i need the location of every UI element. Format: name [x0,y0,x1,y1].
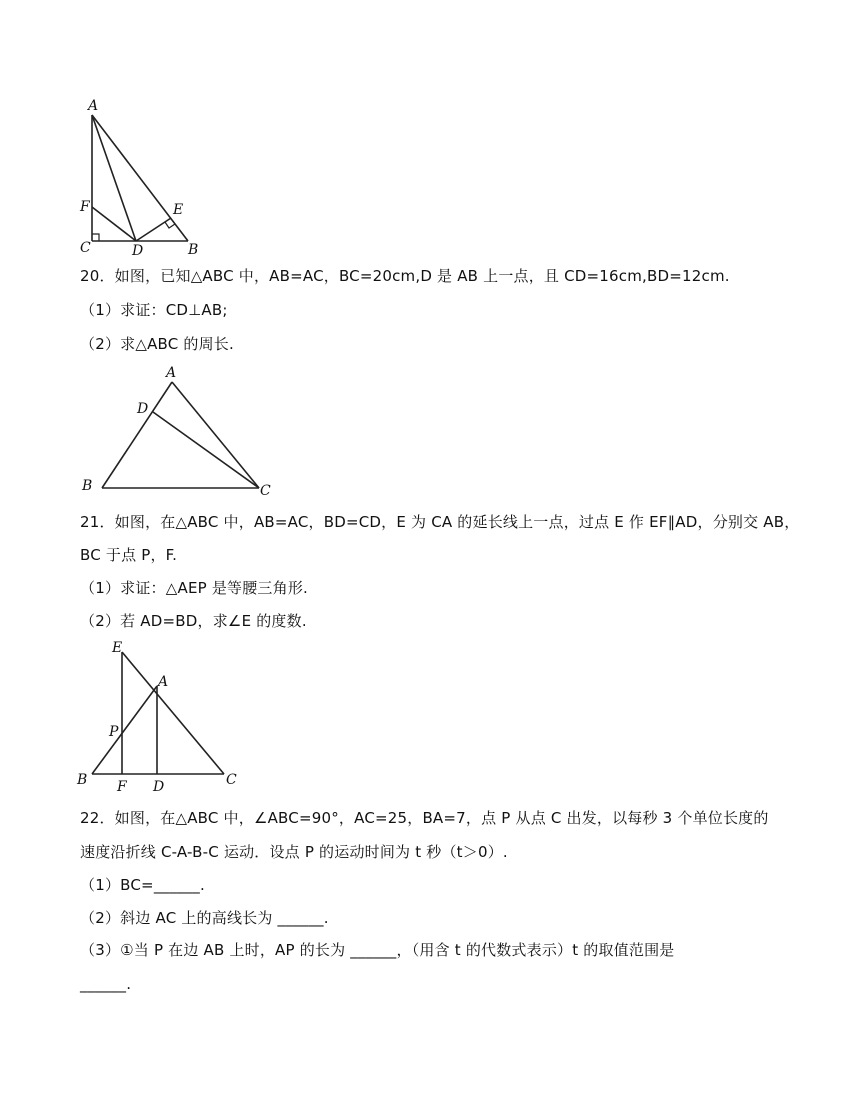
label-A: A [158,674,169,690]
segment-AB [92,115,188,241]
problem-22-stem-line-1: 22．如图，在△ABC 中，∠ABC=90°，AC=25，BA=7，点 P 从点 C 出发，以每秒 3 个单位长度的 [80,809,769,827]
label-F: F [80,199,90,215]
problem-20-part-1: （1）求证：CD⊥AB; [80,301,228,319]
label-B: B [82,478,93,494]
segment-AB [102,382,172,488]
figure-20-triangle [75,362,285,502]
label-D: D [153,779,165,795]
problem-21-stem-line-2: BC 于点 P，F. [80,546,178,564]
segment-AD [92,115,136,241]
problem-20-part-2: （2）求△ABC 的周长. [80,335,234,353]
label-E: E [112,640,123,656]
figure-21-triangle [75,635,255,795]
label-A: A [166,365,177,381]
problem-22-part-3-line-2: ______. [80,975,132,993]
segment-AB [92,686,157,774]
label-A: A [88,98,99,114]
problem-22-part-1: （1）BC=______. [80,876,205,894]
problem-21-part-2: （2）若 AD=BD，求∠E 的度数. [80,612,307,630]
problem-22-part-2: （2）斜边 AC 上的高线长为 ______. [80,909,329,927]
label-D: D [137,401,149,417]
problem-21-part-1: （1）求证：△AEP 是等腰三角形. [80,579,309,597]
segment-DE [136,218,171,241]
label-P: P [109,724,119,740]
label-B: B [77,772,88,788]
problem-21-stem-line-1: 21．如图，在△ABC 中，AB=AC，BD=CD，E 为 CA 的延长线上一点，过点 E 作 EF∥AD，分别交 AB， [80,513,800,531]
figure-19-triangle [70,95,210,260]
label-C: C [80,240,91,256]
label-D: D [132,243,144,259]
problem-22-part-3-line-1: （3）①当 P 在边 AB 上时，AP 的长为 ______，（用含 t 的代数式表示）t 的取值范围是 [80,941,675,959]
problem-20-stem: 20．如图，已知△ABC 中，AB=AC，BC=20cm,D 是 AB 上一点，且 CD=16cm,BD=12cm. [80,267,730,285]
problem-22-stem-line-2: 速度沿折线 C-A-B-C 运动．设点 P 的运动时间为 t 秒（t＞0）. [80,843,508,861]
label-F: F [117,779,127,795]
label-B: B [188,242,199,258]
label-C: C [226,772,237,788]
right-angle-mark-c [92,234,99,241]
label-E: E [173,202,184,218]
label-C: C [260,483,271,499]
